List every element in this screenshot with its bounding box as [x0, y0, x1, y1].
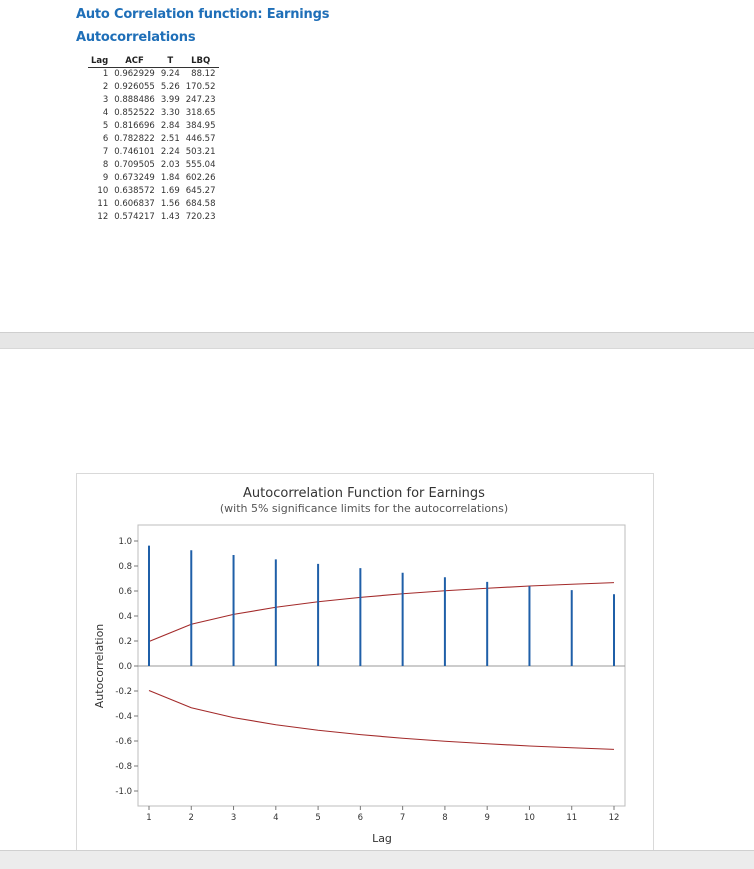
cell-t: 9.24: [160, 69, 180, 79]
y-tick-label: -0.8: [115, 762, 132, 772]
cell-t: 1.43: [160, 212, 180, 222]
x-tick-label: 8: [442, 813, 448, 823]
cell-t: 2.84: [160, 121, 180, 131]
cell-lag: 1: [102, 69, 109, 79]
cell-lbq: 247.23: [185, 95, 216, 105]
y-tick-label: -1.0: [115, 787, 132, 797]
section-heading-autocorrelations: Autocorrelations: [76, 30, 196, 45]
pane-divider[interactable]: [0, 332, 754, 349]
col-header-acf: ACF: [111, 56, 158, 68]
y-tick-label: -0.2: [115, 687, 132, 697]
session-title: Auto Correlation function: Earnings: [76, 7, 330, 22]
cell-t: 1.56: [160, 199, 180, 209]
cell-lbq: 170.52: [185, 82, 216, 92]
cell-lag: 5: [102, 121, 109, 131]
table-row: [88, 185, 219, 198]
cell-lag: 4: [102, 108, 109, 118]
x-tick-label: 2: [188, 813, 194, 823]
col-header-lbq: LBQ: [183, 56, 219, 68]
cell-lbq: 318.65: [185, 108, 216, 118]
cell-t: 5.26: [160, 82, 180, 92]
cell-lag: 9: [102, 173, 109, 183]
bottom-scrollbar[interactable]: [0, 850, 754, 869]
col-header-lag: Lag: [88, 56, 111, 68]
cell-acf: 0.709505: [114, 160, 155, 170]
table-row: [88, 68, 219, 82]
col-header-t: T: [158, 56, 183, 68]
y-tick-label: 0.8: [118, 562, 132, 572]
x-tick-label: 4: [273, 813, 279, 823]
table-row: [88, 198, 219, 211]
x-tick-label: 7: [399, 813, 406, 823]
y-tick-label: 0.4: [118, 612, 132, 622]
cell-lbq: 384.95: [185, 121, 216, 131]
cell-lbq: 446.57: [185, 134, 216, 144]
cell-acf: 0.746101: [114, 147, 155, 157]
cell-acf: 0.816696: [114, 121, 155, 131]
x-tick-label: 6: [357, 813, 364, 823]
table-row: [88, 120, 219, 133]
x-tick-label: 12: [608, 813, 620, 823]
cell-t: 2.24: [160, 147, 180, 157]
cell-lbq: 88.12: [191, 69, 216, 79]
cell-lag: 7: [102, 147, 109, 157]
y-tick-label: -0.6: [115, 737, 132, 747]
cell-t: 2.03: [160, 160, 180, 170]
cell-lbq: 645.27: [185, 186, 216, 196]
cell-lag: 11: [97, 199, 109, 209]
cell-t: 2.51: [160, 134, 180, 144]
cell-acf: 0.926055: [114, 82, 155, 92]
cell-acf: 0.606837: [114, 199, 155, 209]
cell-lag: 6: [102, 134, 109, 144]
x-tick-label: 5: [315, 813, 321, 823]
cell-lag: 2: [102, 82, 109, 92]
cell-acf: 0.673249: [114, 173, 155, 183]
cell-acf: 0.782822: [114, 134, 155, 144]
table-row: [88, 172, 219, 185]
cell-lbq: 720.23: [185, 212, 216, 222]
autocorrelations-table: [88, 56, 219, 224]
table-row: [88, 94, 219, 107]
table-row: [88, 133, 219, 146]
y-tick-label: -0.4: [115, 712, 132, 722]
y-axis-label: Autocorrelation: [93, 623, 106, 709]
cell-acf: 0.888486: [114, 95, 155, 105]
cell-lag: 8: [102, 160, 109, 170]
cell-lbq: 684.58: [185, 199, 216, 209]
table-header-row: [88, 56, 219, 68]
cell-lag: 12: [97, 212, 109, 222]
chart-title: Autocorrelation Function for Earnings: [243, 486, 485, 501]
cell-t: 3.30: [160, 108, 180, 118]
cell-t: 1.84: [160, 173, 180, 183]
y-tick-label: 1.0: [118, 537, 132, 547]
x-axis-label: Lag: [372, 832, 392, 845]
chart-subtitle: (with 5% significance limits for the autocorrelations): [219, 502, 509, 515]
cell-acf: 0.962929: [114, 69, 155, 79]
cell-t: 3.99: [160, 95, 180, 105]
cell-acf: 0.638572: [114, 186, 155, 196]
y-tick-label: 0.6: [118, 587, 132, 597]
y-tick-label: 0.0: [118, 662, 132, 672]
cell-t: 1.69: [160, 186, 180, 196]
x-tick-label: 1: [146, 813, 152, 823]
cell-acf: 0.574217: [114, 212, 155, 222]
cell-lag: 10: [97, 186, 109, 196]
y-tick-label: 0.2: [118, 637, 132, 647]
cell-lag: 3: [102, 95, 109, 105]
cell-lbq: 503.21: [185, 147, 216, 157]
table-row: [88, 81, 219, 94]
x-tick-label: 3: [230, 813, 237, 823]
x-tick-label: 11: [566, 813, 578, 823]
x-tick-label: 9: [484, 813, 490, 823]
table-row: [88, 107, 219, 120]
x-tick-label: 10: [524, 813, 535, 823]
cell-acf: 0.852522: [114, 108, 155, 118]
table-row: [88, 211, 219, 224]
cell-lbq: 602.26: [185, 173, 216, 183]
table-row: [88, 159, 219, 172]
cell-lbq: 555.04: [185, 160, 216, 170]
acf-chart: [76, 473, 652, 863]
table-row: [88, 146, 219, 159]
